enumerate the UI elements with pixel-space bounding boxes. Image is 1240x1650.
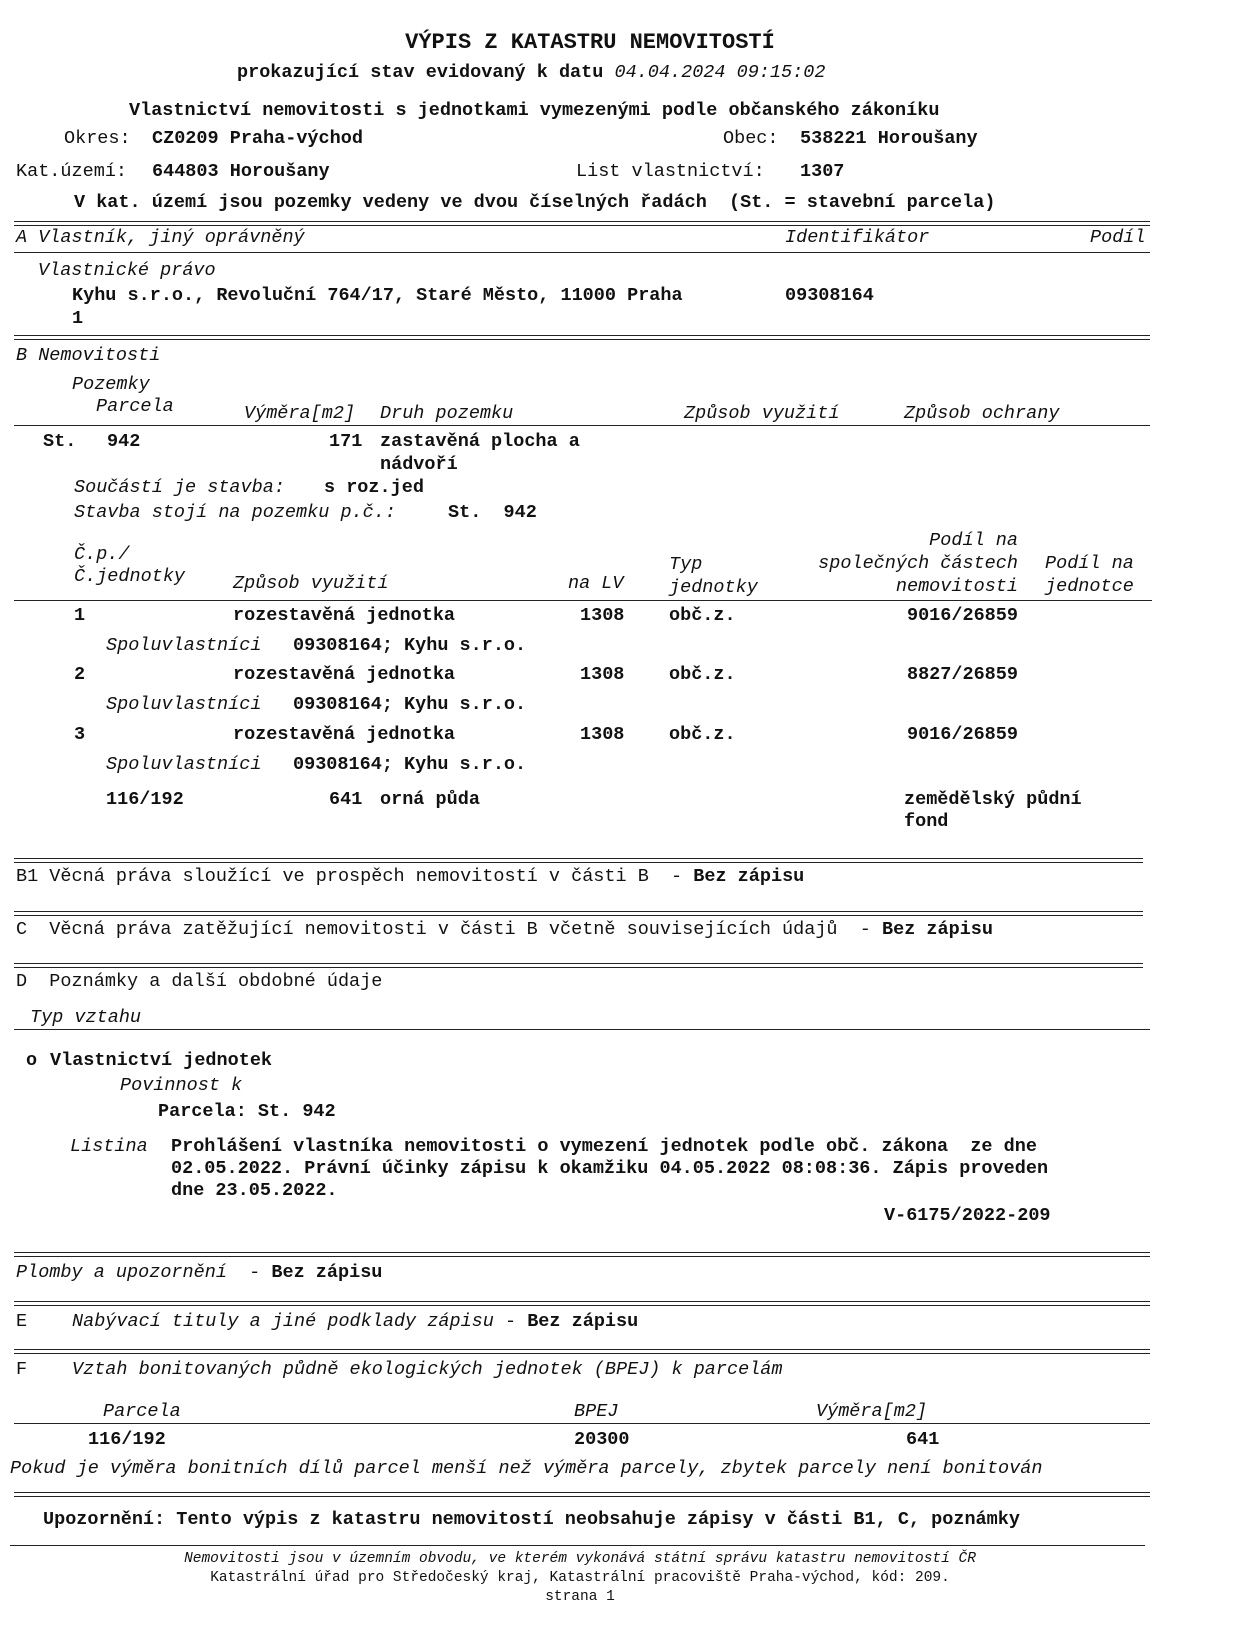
col-identifier: Identifikátor — [785, 227, 930, 248]
divider — [14, 339, 1150, 340]
f-col-parcela: Parcela — [103, 1401, 181, 1422]
unit-col-unit-share-2: jednotce — [1045, 576, 1134, 597]
parcel1-prefix: St. — [43, 431, 77, 452]
col-relation-type: Typ vztahu — [30, 1007, 142, 1028]
section-f-letter: F — [16, 1359, 28, 1380]
group-label: Pozemky — [72, 374, 150, 395]
divider — [14, 1423, 1150, 1424]
parcel2-area: 641 — [329, 789, 363, 810]
divider — [14, 600, 1152, 601]
f-row-bpej: 20300 — [574, 1429, 630, 1450]
co-owners-value: 09308164; Kyhu s.r.o. — [293, 754, 527, 775]
divider — [14, 911, 1143, 912]
unit-col-common-3: nemovitosti — [895, 576, 1018, 597]
parcel1-number: 942 — [107, 431, 141, 452]
f-col-vymera: Výměra[m2] — [816, 1401, 928, 1422]
divider — [14, 963, 1143, 964]
parcel2-kind: orná půda — [380, 789, 480, 810]
katuzemi-value: 644803 Horoušany — [152, 161, 330, 182]
divider — [14, 1496, 1150, 1497]
section-c-title: C Věcná práva zatěžující nemovitosti v části B včetně souvisejících údajů — [16, 919, 838, 940]
col-vymera: Výměra[m2] — [244, 403, 356, 424]
section-c-dash: - — [859, 919, 871, 940]
parcel2-number: 116/192 — [106, 789, 184, 810]
section-c-value: Bez zápisu — [881, 919, 994, 940]
f-row-vymera: 641 — [906, 1429, 940, 1450]
divider — [14, 915, 1143, 916]
bonitation-note: Pokud je výměra bonitních dílů parcel menší než výměra parcely, zbytek parcely není bonitován — [10, 1458, 1043, 1479]
note-item: Vlastnictví jednotek — [50, 1050, 273, 1071]
unit-col-common: Podíl na — [929, 530, 1018, 551]
lv-value: 1307 — [800, 161, 845, 182]
building-value: s roz.jed — [324, 477, 424, 498]
col-druh: Druh pozemku — [380, 403, 514, 424]
section-e-dash: - — [504, 1311, 517, 1332]
unit-lv: 1308 — [580, 724, 625, 745]
co-owners-label: Spoluvlastníci — [106, 635, 262, 656]
listina-text-3: dne 23.05.2022. — [171, 1180, 338, 1201]
page-number: strana 1 — [545, 1589, 615, 1605]
section-e — [72, 1311, 638, 1333]
listina-label: Listina — [70, 1136, 148, 1157]
owner-address-cont: 1 — [72, 308, 84, 329]
series-note: V kat. území jsou pozemky vedeny ve dvou číselných řadách (St. = stavební parcela) — [74, 192, 996, 213]
col-share: Podíl — [1090, 227, 1146, 248]
footer-line-1: Nemovitosti jsou v územním obvodu, ve kterém vykonává státní správu katastru nemovitostí ČR — [184, 1551, 976, 1567]
section-e-letter: E — [16, 1311, 28, 1332]
divider — [14, 1029, 1150, 1030]
divider — [14, 1252, 1150, 1253]
col-zpusob-ochrany: Způsob ochrany — [904, 403, 1060, 424]
divider — [14, 425, 1150, 426]
parcel1-kind-cont: nádvoří — [380, 454, 458, 475]
section-a-title: A Vlastník, jiný oprávněný — [16, 227, 305, 248]
divider — [14, 1305, 1150, 1306]
divider — [14, 1301, 1150, 1302]
plomby-value: Bez zápisu — [271, 1262, 383, 1283]
unit-share: 9016/26859 — [906, 724, 1018, 745]
owner-address: Kyhu s.r.o., Revoluční 764/17, Staré Město, 11000 Praha — [72, 285, 683, 306]
subtitle-prefix: prokazující stav evidovaný k datu — [237, 62, 604, 83]
divider — [14, 252, 1150, 253]
section-b1 — [16, 866, 804, 888]
obec-label: Obec: — [723, 128, 779, 149]
divider — [14, 1353, 1150, 1354]
unit-number: 2 — [74, 664, 86, 685]
divider — [14, 862, 1143, 863]
divider — [14, 967, 1143, 968]
stands-on-label: Stavba stojí na pozemku p.č.: — [74, 502, 396, 523]
obec-value: 538221 Horoušany — [800, 128, 978, 149]
divider — [10, 1545, 1145, 1546]
plomby-title: Plomby a upozornění — [16, 1262, 227, 1283]
unit-number: 1 — [74, 605, 86, 626]
divider — [14, 1349, 1150, 1350]
section-d-title: D Poznámky a další obdobné údaje — [16, 971, 383, 992]
ownership-type: Vlastnictví nemovitosti s jednotkami vymezenými podle občanského zákoníku — [129, 100, 940, 121]
divider — [14, 335, 1150, 336]
unit-number: 3 — [74, 724, 86, 745]
divider — [14, 221, 1150, 222]
okres-value: CZ0209 Praha-východ — [152, 128, 363, 149]
listina-text: Prohlášení vlastníka nemovitosti o vymezení jednotek podle obč. zákona ze dne — [171, 1136, 1037, 1157]
f-col-bpej: BPEJ — [574, 1401, 619, 1422]
okres-label: Okres: — [64, 128, 131, 149]
parcel2-protection-cont: fond — [904, 811, 949, 832]
unit-use: rozestavěná jednotka — [233, 605, 456, 626]
section-b1-dash: - — [671, 866, 683, 887]
parcel1-area: 171 — [329, 431, 363, 452]
subtitle — [237, 62, 825, 84]
divider — [14, 225, 1150, 226]
plomby-dash: - — [249, 1262, 261, 1283]
col-zpusob-vyuziti: Způsob využití — [684, 403, 840, 424]
unit-use: rozestavěná jednotka — [233, 724, 456, 745]
section-e-title: Nabývací tituly a jiné podklady zápisu — [72, 1311, 494, 1332]
unit-share: 9016/26859 — [906, 605, 1018, 626]
building-label: Součástí je stavba: — [74, 477, 285, 498]
f-row-parcela: 116/192 — [88, 1429, 166, 1450]
unit-type: obč.z. — [669, 724, 736, 745]
stands-on-value: St. 942 — [448, 502, 537, 523]
section-b-title: B Nemovitosti — [16, 345, 161, 366]
unit-col-type-2: jednotky — [669, 577, 758, 598]
section-c — [16, 919, 993, 941]
katuzemi-label: Kat.území: — [16, 161, 128, 182]
divider — [14, 858, 1143, 859]
bullet: o — [26, 1050, 38, 1071]
listina-reference: V-6175/2022-209 — [884, 1205, 1051, 1226]
col-parcela: Parcela — [96, 396, 174, 417]
unit-col-lv: na LV — [568, 573, 624, 594]
section-b1-value: Bez zápisu — [693, 866, 805, 887]
co-owners-label: Spoluvlastníci — [106, 694, 262, 715]
document-title: VÝPIS Z KATASTRU NEMOVITOSTÍ — [405, 30, 775, 55]
obligation-value: Parcela: St. 942 — [158, 1101, 336, 1122]
parcel2-protection: zemědělský půdní — [904, 789, 1082, 810]
footer-line-2: Katastrální úřad pro Středočeský kraj, Katastrální pracoviště Praha-východ, kód: 209. — [210, 1570, 950, 1586]
owner-id: 09308164 — [785, 285, 874, 306]
unit-use: rozestavěná jednotka — [233, 664, 456, 685]
unit-type: obč.z. — [669, 664, 736, 685]
listina-text-2: 02.05.2022. Právní účinky zápisu k okamžiku 04.05.2022 08:08:36. Zápis proveden — [171, 1158, 1049, 1179]
unit-col-unit-share: Podíl na — [1045, 553, 1134, 574]
co-owners-value: 09308164; Kyhu s.r.o. — [293, 635, 527, 656]
unit-col-cp: Č.p./ — [74, 544, 130, 565]
plomby — [16, 1262, 382, 1284]
unit-share: 8827/26859 — [906, 664, 1018, 685]
obligation-label: Povinnost k — [120, 1075, 243, 1096]
right-type: Vlastnické právo — [38, 260, 216, 281]
report-date: 04.04.2024 09:15:02 — [614, 62, 826, 83]
unit-col-use: Způsob využití — [233, 573, 389, 594]
unit-type: obč.z. — [669, 605, 736, 626]
parcel1-kind: zastavěná plocha a — [380, 431, 580, 452]
unit-col-cp-2: Č.jednotky — [74, 566, 186, 587]
unit-lv: 1308 — [580, 605, 625, 626]
section-f-title: Vztah bonitovaných půdně ekologických jednotek (BPEJ) k parcelám — [72, 1359, 783, 1380]
unit-col-type: Typ — [669, 554, 703, 575]
divider — [14, 1492, 1150, 1493]
divider — [14, 1256, 1150, 1257]
co-owners-label: Spoluvlastníci — [106, 754, 262, 775]
unit-col-common-2: společných částech — [818, 553, 1018, 574]
section-e-value: Bez zápisu — [527, 1311, 639, 1332]
lv-label: List vlastnictví: — [576, 161, 765, 182]
co-owners-value: 09308164; Kyhu s.r.o. — [293, 694, 527, 715]
unit-lv: 1308 — [580, 664, 625, 685]
warning-text: Upozornění: Tento výpis z katastru nemovitostí neobsahuje zápisy v části B1, C, poznámky — [43, 1509, 1020, 1530]
section-b1-title: B1 Věcná práva sloužící ve prospěch nemovitostí v části B — [16, 866, 649, 887]
